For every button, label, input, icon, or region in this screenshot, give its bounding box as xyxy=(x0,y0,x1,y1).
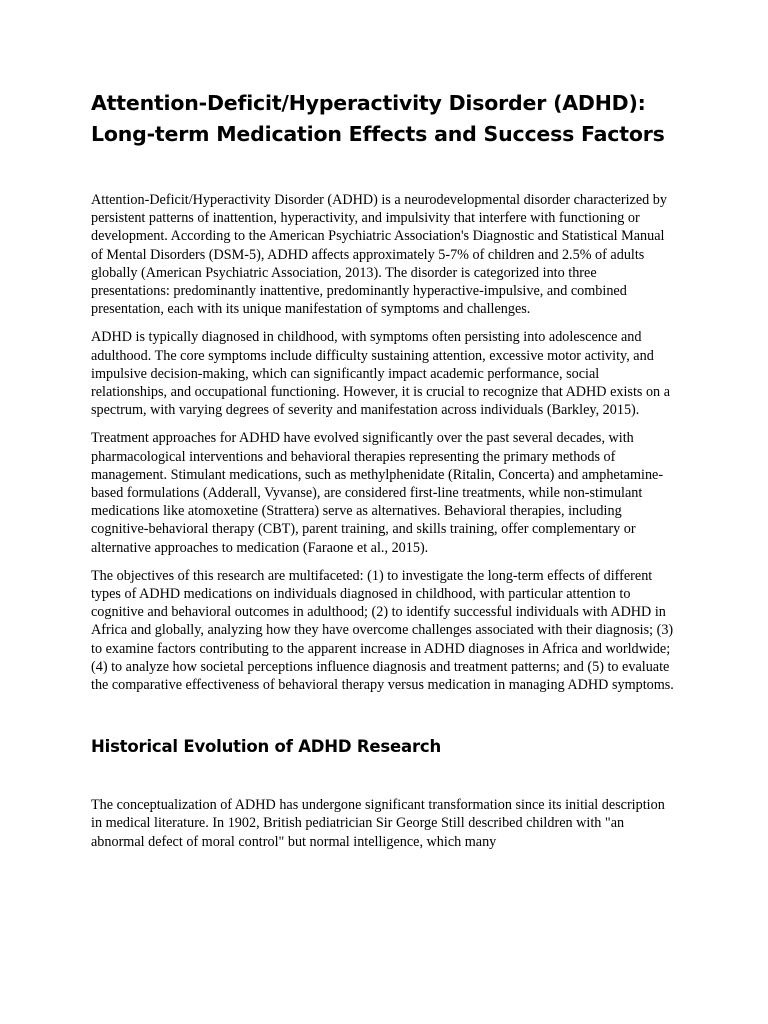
document-title xyxy=(91,0,676,150)
intro-paragraph-4: The objectives of this research are multifaceted: (1) to investigate the long-term effects of different types of ADHD medications on individuals diagnosed in childhood, with particular attention to cognitive and behavioral outcomes in adulthood; (2) to identify successful individuals with ADHD in Africa and globally, analyzing how they have overcome challenges associated with their diagnosis; (3) to examine factors contributing to the apparent increase in ADHD diagnoses in Africa and worldwide; (4) to analyze how societal perceptions influence diagnosis and treatment patterns; and (5) to evaluate the comparative effectiveness of behavioral therapy versus medication in managing ADHD symptoms. xyxy=(91,567,674,694)
title-line-2: Long-term Medication Effects and Success Factors xyxy=(91,122,665,146)
section-paragraph-1: The conceptualization of ADHD has undergone significant transformation since its initial description in medical literature. In 1902, British pediatrician Sir George Still described children with "an abnormal defect of moral control" but normal intelligence, which many xyxy=(91,797,665,850)
document-page xyxy=(91,0,676,861)
intro-paragraph-2: ADHD is typically diagnosed in childhood, with symptoms often persisting into adolescence and adulthood. The core symptoms include difficulty sustaining attention, excessive motor activity, and impulsive decision-making, which can significantly impact academic performance, social relationships, and occupational functioning. However, it is crucial to recognize that ADHD exists on a spectrum, with varying degrees of severity and manifestation across individuals (Barkley, 2015). xyxy=(91,329,670,419)
section-heading: Historical Evolution of ADHD Research xyxy=(91,737,442,757)
intro-paragraph-1: Attention-Deficit/Hyperactivity Disorder (ADHD) is a neurodevelopmental disorder characterized by persistent patterns of inattention, hyperactivity, and impulsivity that interfere with functioning or development. According to the American Psychiatric Association's Diagnostic and Statistical Manual of Mental Disorders (DSM-5), ADHD affects approximately 5-7% of children and 2.5% of adults globally (American Psychiatric Association, 2013). The disorder is categorized into three presentations: predominantly inattentive, predominantly hyperactive-impulsive, and combined presentation, each with its unique manifestation of symptoms and challenges. xyxy=(91,192,667,318)
title-line-1: Attention-Deficit/Hyperactivity Disorder (ADHD): xyxy=(91,91,646,115)
intro-paragraph-3: Treatment approaches for ADHD have evolved significantly over the past several decades, with pharmacological interventions and behavioral therapies representing the primary methods of management. Stimulant medications, such as methylphenidate (Ritalin, Concerta) and amphetamine-based formulations (Adderall, Vyvanse), are considered first-line treatments, while non-stimulant medications like atomoxetine (Strattera) serve as alternatives. Behavioral therapies, including cognitive-behavioral therapy (CBT), parent training, and skills training, offer complementary or alternative approaches to medication (Faraone et al., 2015). xyxy=(91,430,664,556)
